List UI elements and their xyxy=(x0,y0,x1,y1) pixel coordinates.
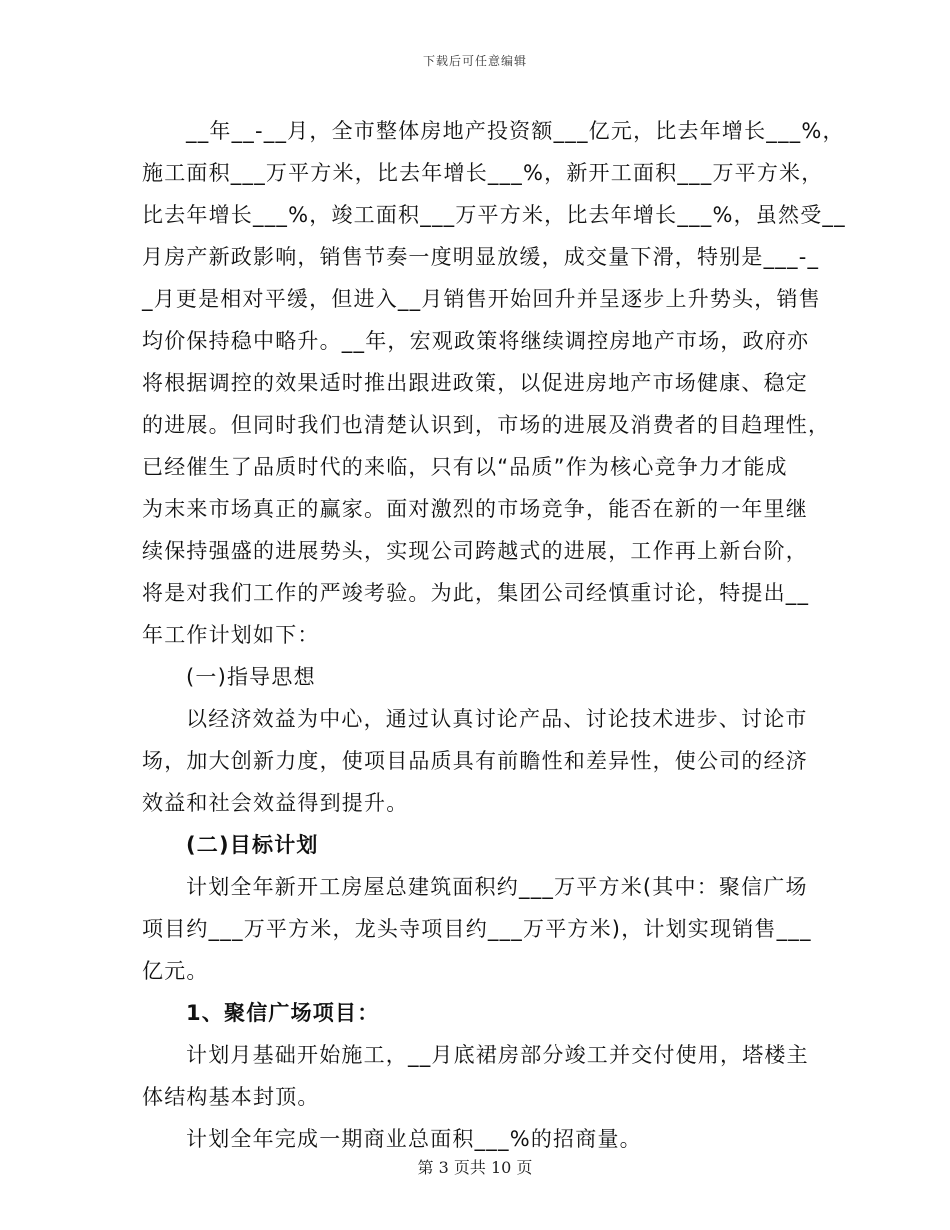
paragraph-line: _月更是相对平缓，但进入__月销售开始回升并呈逐步上升势头，销售 xyxy=(142,287,821,311)
subsection-heading: 1、聚信广场项目： xyxy=(186,1001,380,1025)
paragraph-line: 计划月基础开始施工，__月底裙房部分竣工并交付使用，塔楼主 xyxy=(186,1043,809,1067)
paragraph-line: 均价保持稳中略升。__年，宏观政策将继续调控房地产市场，政府亦 xyxy=(142,329,810,353)
section-heading: (一)指导思想 xyxy=(186,665,316,689)
paragraph-line: 续保持强盛的进展势头，实现公司跨越式的进展，工作再上新台阶， xyxy=(142,539,808,563)
paragraph-line: 体结构基本封顶。 xyxy=(142,1085,320,1109)
paragraph-line: 为末来市场真正的赢家。面对激烈的市场竞争，能否在新的一年里继 xyxy=(142,497,808,521)
paragraph-line: 计划全年完成一期商业总面积___%的招商量。 xyxy=(186,1127,642,1151)
paragraph-line: 将根据调控的效果适时推出跟进政策，以促进房地产市场健康、稳定 xyxy=(142,371,808,395)
paragraph-line: 比去年增长___%，竣工面积___万平方米，比去年增长___%，虽然受__ xyxy=(142,203,846,227)
paragraph-line: 场，加大创新力度，使项目品质具有前瞻性和差异性，使公司的经济 xyxy=(142,749,808,773)
paragraph-line: 年工作计划如下： xyxy=(142,623,320,647)
paragraph-line: 计划全年新开工房屋总建筑面积约___万平方米(其中：聚信广场 xyxy=(186,875,808,899)
paragraph-line: 以经济效益为中心，通过认真讨论产品、讨论技术进步、讨论市 xyxy=(186,707,808,731)
page-footer: 第 3 页共 10 页 xyxy=(417,1158,533,1177)
paragraph-line: 施工面积___万平方米，比去年增长___%，新开工面积___万平方米， xyxy=(142,161,824,185)
paragraph-line: 效益和社会效益得到提升。 xyxy=(142,791,409,815)
paragraph-line: 将是对我们工作的严竣考验。为此，集团公司经慎重讨论，特提出__ xyxy=(142,581,810,605)
paragraph-line: 亿元。 xyxy=(142,959,209,983)
paragraph-line: 月房产新政影响，销售节奏一度明显放缓，成交量下滑，特别是___-_ xyxy=(142,245,820,269)
paragraph-line: 项目约___万平方米，龙头寺项目约___万平方米)，计划实现销售___ xyxy=(142,917,812,941)
paragraph-line: 已经催生了品质时代的来临，只有以“品质”作为核心竞争力才能成 xyxy=(142,455,788,479)
paragraph-line: 的进展。但同时我们也清楚认识到，市场的进展及消费者的目趋理性， xyxy=(142,413,831,437)
document-body xyxy=(142,110,846,1160)
page-header: 下载后可任意编辑 xyxy=(422,54,527,68)
section-heading: (二)目标计划 xyxy=(186,833,319,857)
paragraph-line: __年__-__月，全市整体房地产投资额___亿元，比去年增长___%， xyxy=(186,119,845,143)
